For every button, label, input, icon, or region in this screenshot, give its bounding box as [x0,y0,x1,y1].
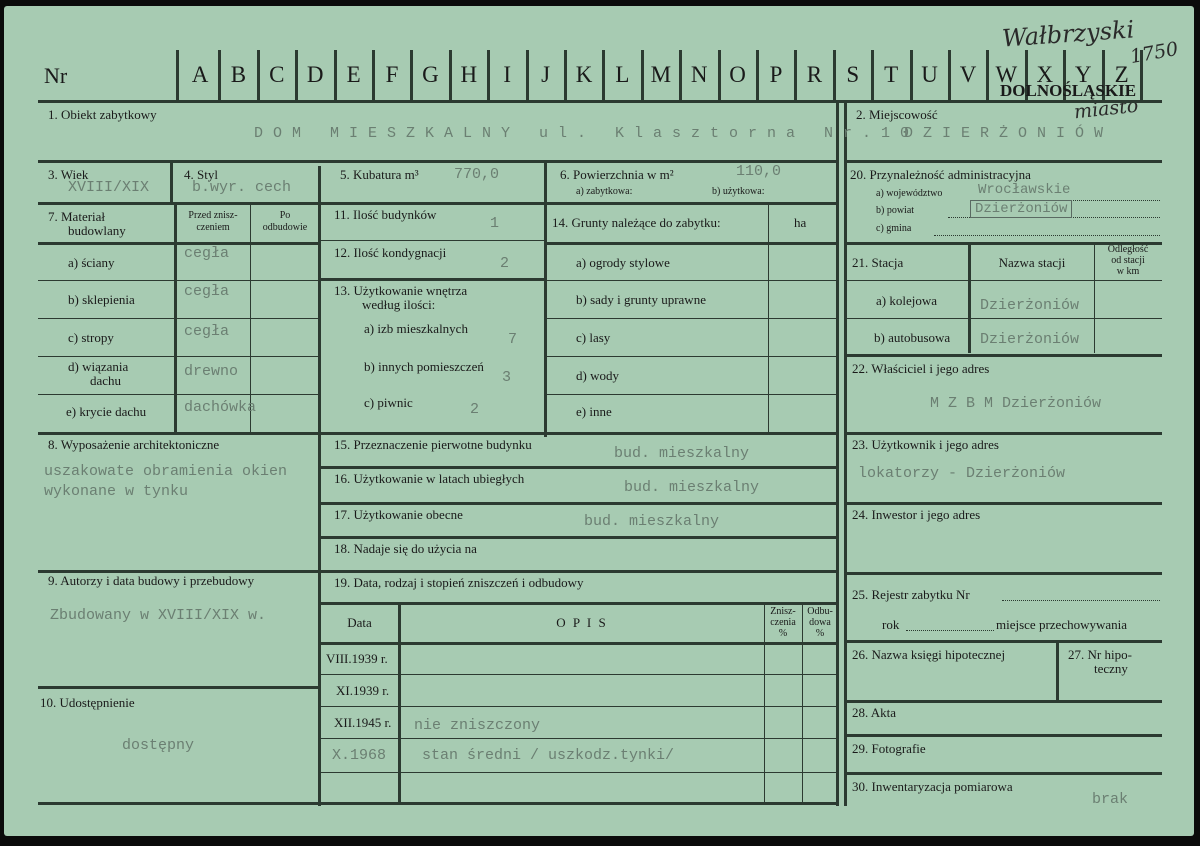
field-14-gardens: a) ogrody stylowe [576,255,670,270]
field-16-value: bud. mieszkalny [624,479,760,496]
divider [321,570,836,573]
field-12-value: 2 [500,255,510,272]
divider [844,318,1162,319]
letter-index-s: S [846,62,860,87]
field-9-label: 9. Autorzy i data budowy i przebudowy [48,573,255,588]
letter-index-f: F [385,62,399,87]
field-8-label: 8. Wyposażenie architektoniczne [48,437,220,452]
divider [321,240,544,241]
letter-index-v: V [959,62,977,87]
divider [38,394,318,395]
field-4-label: 4. Styl [184,167,218,182]
field-19-description-3: nie zniszczony [414,717,541,734]
dotted-line [906,630,994,631]
letter-index-t: T [884,62,899,87]
letter-index-b: B [230,62,247,87]
field-19-description-4: stan średni / uszkodz.tynki/ [422,747,675,764]
field-21-col-distance-3: w km [1116,266,1140,277]
field-19-col-date: Data [347,615,372,630]
divider [321,772,836,773]
divider [844,354,1162,357]
field-18-label: 18. Nadaje się do użycia na [334,541,477,556]
field-13-row-other: b) innych pomieszczeń [364,359,484,374]
field-7-vaults-value: cegła [184,283,230,300]
field-7-row-roof: e) krycie dachu [66,404,147,419]
field-7-ceilings-value: cegła [184,323,230,340]
divider [398,605,401,803]
field-19-date-4: X.1968 [332,747,387,764]
field-25-label: 25. Rejestr zabytku Nr [852,587,970,602]
field-21-rail-label: a) kolejowa [876,293,938,308]
divider [176,50,179,100]
divider [321,536,836,539]
field-14-other: e) inne [576,404,612,419]
field-12-label: 12. Ilość kondygnacji [334,245,447,260]
field-26-label: 26. Nazwa księgi hipotecznej [852,647,1006,662]
field-13-row-rooms: a) izb mieszkalnych [364,321,468,336]
divider [321,278,544,281]
letter-index-d: D [306,62,324,87]
divider [321,466,836,469]
field-21-bus-label: b) autobusowa [874,330,951,345]
divider [38,686,318,689]
divider [38,160,836,163]
field-21-col-name: Nazwa stacji [998,255,1066,270]
field-7-col-after: Po [279,210,291,221]
letter-index-o: O [729,62,746,87]
divider [321,642,836,645]
divider [544,394,836,395]
field-30-label: 30. Inwentaryzacja pomiarowa [852,779,1013,794]
field-13-rooms-value: 7 [508,331,518,348]
field-2-label: 2. Miejscowość [856,107,938,122]
divider [544,242,836,245]
divider [844,572,1162,575]
field-19-col-damage-pct: % [778,628,788,639]
field-21-bus-value: Dzierżoniów [980,331,1080,348]
divider [38,432,318,435]
field-6-sub-a: a) zabytkowa: [576,186,633,197]
letter-index-p: P [769,62,783,87]
field-5-value: 770,0 [454,166,500,183]
letter-index-c: C [269,62,285,87]
field-22-label: 22. Właściciel i jego adres [852,361,990,376]
field-7-truss-value: drewno [184,363,239,380]
field-21-col-distance-2: od stacji [1111,255,1145,266]
divider [844,160,1162,163]
inventory-card [4,6,1194,836]
field-13-label: 13. Użytkowanie wnętrza [334,283,468,298]
divider [544,318,836,319]
field-16-label: 16. Użytkowanie w latach ubiegłych [334,471,525,486]
field-30-value: brak [1092,791,1129,808]
divider [38,100,1162,103]
field-29-label: 29. Fotografie [852,741,926,756]
handwritten-district: Wałbrzyski [1001,15,1136,53]
divider [544,356,836,357]
divider [321,674,836,675]
field-21-label: 21. Stacja [852,255,904,270]
field-2-value: DZIERŻONIÓW [904,125,1114,142]
letter-index-r: R [806,62,823,87]
field-20-commune: c) gmina [876,223,912,234]
field-24-label: 24. Inwestor i jego adres [852,507,981,522]
field-7-col-before-2: czeniem [196,222,230,233]
field-23-value: lokatorzy - Dzierżoniów [858,465,1066,482]
field-19-col-damage: Znisz- [770,606,796,617]
field-20-county: b) powiat [876,205,915,216]
letter-index-n: N [690,62,708,87]
field-23-label: 23. Użytkownik i jego adres [852,437,999,452]
divider [321,432,836,435]
field-7-row-truss-2: dachu [90,373,122,388]
field-6-label: 6. Powierzchnia w m² [560,167,674,182]
divider [1056,643,1059,701]
field-20-county-value: Dzierżoniów [970,200,1072,218]
divider [844,432,1162,435]
field-13-label-2: według ilości: [362,297,436,312]
divider [836,100,839,806]
field-28-label: 28. Akta [852,705,897,720]
letter-index-w: W [995,62,1018,87]
field-8-value: uszakowate obramienia okien [44,463,288,480]
field-15-value: bud. mieszkalny [614,445,750,462]
field-21-rail-value: Dzierżoniów [980,297,1080,314]
letter-index-k: K [575,62,593,87]
divider [38,242,318,245]
letter-index-x: X [1036,62,1054,87]
divider [38,202,836,205]
field-1-value: DOM MIESZKALNY ul. Klasztorna Nr.10 [254,125,920,142]
field-14-waters: d) wody [576,368,619,383]
letter-index-j: J [541,62,551,87]
field-27-label: 27. Nr hipo- [1068,647,1132,662]
region-label: DOLNOŚLĄSKIE [1000,81,1137,100]
field-14-label: 14. Grunty należące do zabytku: [552,215,721,230]
field-10-label: 10. Udostępnienie [40,695,135,710]
dotted-line [934,235,1160,236]
field-20-voivodeship: a) województwo [876,188,943,199]
divider [170,163,173,203]
dotted-line [1002,600,1160,601]
divider [1094,245,1095,353]
field-7-col-before: Przed znisz- [188,210,238,221]
field-20-voivodeship-value: Wrocławskie [978,182,1071,198]
divider [38,802,318,805]
letter-index-h: H [460,62,478,87]
divider [844,640,1162,643]
field-7-label: 7. Materiał [48,209,106,224]
divider [38,318,318,319]
field-7-label-2: budowlany [68,223,126,238]
field-9-value: Zbudowany w XVIII/XIX w. [50,607,267,624]
field-11-value: 1 [490,215,500,232]
field-19-date-3: XII.1945 r. [334,715,392,730]
divider [768,205,769,433]
field-19-col-damage-2: czenia [770,617,796,628]
field-7-walls-value: cegła [184,245,230,262]
divider [321,738,836,739]
field-7-row-vaults: b) sklepienia [68,292,135,307]
field-19-col-rebuild-2: dowa [809,617,831,628]
field-10-value: dostępny [122,737,195,754]
letter-index-y: Y [1074,62,1092,87]
divider [844,700,1162,703]
field-7-row-ceilings: c) stropy [68,330,114,345]
divider [844,280,1162,281]
divider [844,502,1162,505]
field-6-sub-b: b) użytkowa: [712,186,765,197]
field-15-label: 15. Przeznaczenie pierwotne budynku [334,437,532,452]
field-19-date-1: VIII.1939 r. [326,651,388,666]
letter-index-m: M [650,62,672,87]
letter-index-z: Z [1114,62,1129,87]
field-6-value: 110,0 [736,163,782,180]
divider [844,772,1162,775]
field-17-label: 17. Użytkowanie obecne [334,507,463,522]
nr-label: Nr [44,63,68,88]
field-1-label: 1. Obiekt zabytkowy [48,107,157,122]
divider [544,280,836,281]
field-25-year: rok [882,617,900,632]
field-20-label: 20. Przynależność administracyjna [850,167,1031,182]
field-14-forests: c) lasy [576,330,611,345]
field-13-cellar-value: 2 [470,401,480,418]
handwritten-number: 1750 [1128,37,1180,69]
field-8-value-2: wykonane w tynku [44,483,189,500]
field-7-col-after-2: odbudowie [262,222,308,233]
field-13-other-value: 3 [502,369,512,386]
field-7-row-walls: a) ściany [68,255,115,270]
field-14-unit: ha [794,215,807,230]
divider [38,280,318,281]
field-5-label: 5. Kubatura m³ [340,167,419,182]
field-19-label: 19. Data, rodzaj i stopień zniszczeń i odbudowy [334,575,584,590]
divider [38,356,318,357]
field-27-label-2: teczny [1094,661,1128,676]
field-19-col-rebuild: Odbu- [807,606,833,617]
letter-index-e: E [346,62,361,87]
field-19-col-description: O P I S [556,615,608,630]
field-7-row-truss: d) wiązania [68,359,129,374]
handwritten-town-note: miasto [1073,94,1140,124]
field-14-orchards: b) sady i grunty uprawne [576,292,706,307]
field-3-value: XVIII/XIX [68,179,150,196]
divider [844,734,1162,737]
field-7-roof-value: dachówka [184,399,257,416]
letter-index-l: L [615,62,630,87]
field-3-label: 3. Wiek [48,167,89,182]
letter-index-i: I [503,62,512,87]
field-22-value: M Z B M Dzierżoniów [930,395,1102,412]
divider [318,166,321,806]
field-19-col-rebuild-pct: % [815,628,825,639]
divider [321,502,836,505]
letter-index-g: G [422,62,439,87]
field-19-date-2: XI.1939 r. [336,683,390,698]
field-21-col-distance: Odległość [1107,244,1149,255]
field-13-row-cellar: c) piwnic [364,395,413,410]
divider [321,802,836,805]
field-4-value: b.wyr. cech [192,179,292,196]
field-25-storage: miejsce przechowywania [996,617,1128,632]
field-11-label: 11. Ilość budynków [334,207,437,222]
divider [321,706,836,707]
letter-index-u: U [921,62,938,87]
divider [174,205,177,433]
field-17-value: bud. mieszkalny [584,513,720,530]
letter-index-a: A [191,62,209,87]
